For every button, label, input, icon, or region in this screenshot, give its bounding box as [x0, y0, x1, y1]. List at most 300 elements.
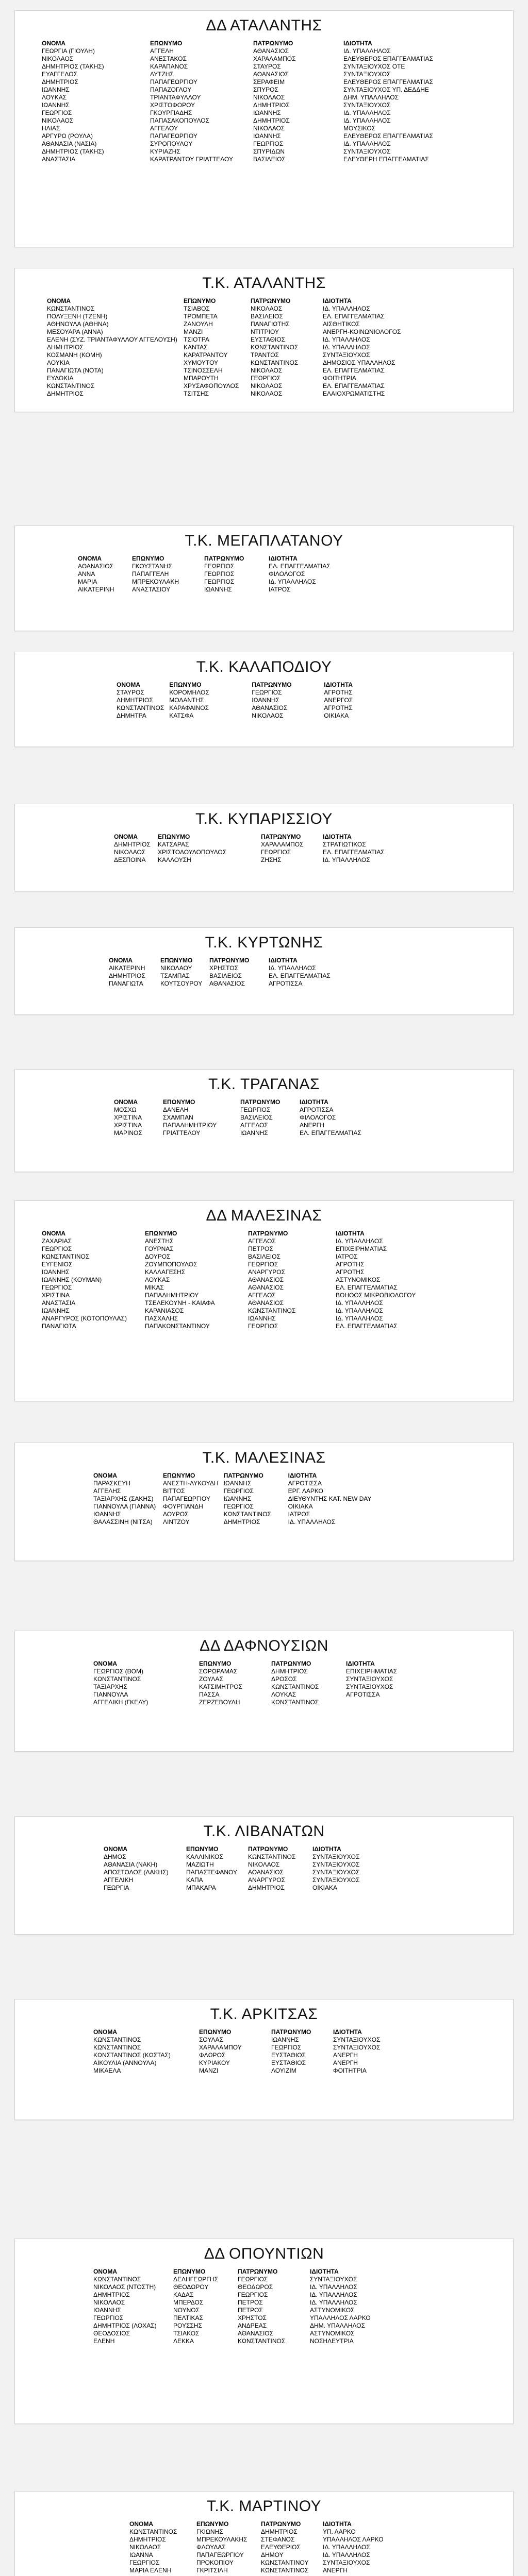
last-name-header: ΕΠΩΝΥΜΟ: [163, 1472, 195, 1479]
father-name-header: ΠΑΤΡΩΝΥΜΟ: [240, 1098, 280, 1106]
table-row: [93, 1518, 391, 1526]
father-name: ΣΤΑΥΡΟΣ: [253, 63, 281, 70]
occupation: ΙΔ. ΥΠΑΛΛΗΛΟΣ: [310, 2299, 357, 2306]
table-row: [129, 2567, 426, 2574]
first-name: ΤΑΞΙΑΡΧΗΣ: [93, 1683, 127, 1690]
table-row: [42, 1253, 454, 1261]
occupation: ΙΔ. ΥΠΑΛΛΗΛΟΣ: [310, 2283, 357, 2291]
first-name: ΙΩΑΝΝΗΣ: [42, 86, 70, 93]
first-name: ΑΝΝΑ: [78, 570, 95, 578]
first-name: ΙΩΑΝΝΗΣ (ΚΟΥΜΑΝ): [42, 1276, 102, 1283]
father-name: ΓΕΩΡΓΙΟΣ: [238, 2276, 268, 2283]
last-name: ΜΠΕΡΔΟΣ: [173, 2299, 204, 2306]
father-name: ΣΕΡΑΦΕΙΜ: [253, 78, 285, 86]
first-name-header: ΟΝΟΜΑ: [114, 833, 138, 840]
first-name: ΠΟΛΥΞΕΝΗ (ΤΖΕΝΗ): [47, 313, 108, 320]
father-name: ΝΙΚΟΛΑΟΣ: [251, 390, 283, 397]
section-8: [14, 1443, 514, 1561]
occupation: ΝΟΣΗΛΕΥΤΡΙΑ: [310, 2337, 354, 2345]
occupation: ΑΓΡΟΤΙΣΣΑ: [300, 1106, 334, 1113]
section-title: Τ.Κ. ΤΡΑΓΑΝΑΣ: [208, 1076, 320, 1093]
occupation-header: ΙΔΙΟΤΗΤΑ: [343, 40, 372, 47]
table-row: [114, 1106, 403, 1114]
occupation-header: ΙΔΙΟΤΗΤΑ: [310, 2268, 339, 2275]
father-name: ΓΕΩΡΓΙΟΣ: [253, 140, 284, 147]
last-name-header: ΕΠΩΝΥΜΟ: [150, 40, 183, 47]
header-row: [93, 2028, 436, 2036]
section-title: ΔΔ ΟΠΟΥΝΤΙΩΝ: [204, 2245, 324, 2262]
occupation: ΑΣΤΥΝΟΜΙΚΟΣ: [336, 1276, 381, 1283]
father-name: ΝΙΚΟΛΑΟΣ: [252, 712, 284, 719]
occupation: ΔΙΕΥΘΥΝΤΗΣ ΚΑΤ. NEW DAY: [288, 1495, 372, 1502]
last-name: ΠΑΠΑΓΕΩΡΓΙΟΥ: [150, 132, 197, 140]
table-row: [129, 2528, 426, 2536]
last-name: ΜΙΚΑΣ: [145, 1284, 164, 1291]
last-name: ΚΑΤΣΑΡΑΣ: [158, 841, 189, 848]
occupation: ΣΥΝΤΑΞΙΟΥΧΟΣ: [343, 101, 391, 109]
last-name: ΑΝΕΣΤΗ-ΛΥΚΟΥΔΗ: [163, 1480, 219, 1487]
last-name: ΚΑΡΑΤΡΑΝΤΟΥ: [184, 351, 228, 359]
occupation: ΙΔ. ΥΠΑΛΛΗΛΟΣ: [323, 2551, 370, 2558]
father-name: ΛΟΥΙΖΙΜ: [271, 2067, 296, 2074]
first-name: ΑΘΑΝΑΣΙΑ (ΝΑΣΙΑ): [42, 140, 97, 147]
first-name: ΙΩΑΝΝΑ: [129, 2551, 153, 2558]
father-name: ΕΥΣΤΑΘΙΟΣ: [251, 336, 286, 343]
father-name: ΚΩΝΣΤΑΝΤΙΝΟΣ: [223, 1511, 271, 1518]
last-name: ΤΣΕΛΕΚΟΥΝΗ - ΚΑΙΑΦΑ: [145, 1299, 215, 1307]
first-name: ΧΡΙΣΤΙΝΑ: [42, 1292, 70, 1299]
first-name-header: ΟΝΟΜΑ: [93, 1660, 117, 1667]
occupation: ΟΙΚΙΑΚΑ: [288, 1503, 313, 1510]
table-row: [42, 101, 462, 109]
last-name: ΚΟΡΟΜΗΛΟΣ: [169, 689, 209, 696]
header-row: [114, 1098, 403, 1106]
father-name: ΣΤΕΦΑΝΟΣ: [261, 2536, 295, 2543]
last-name: ΜΠΡΕΚΟΥΛΑΚΗ: [132, 578, 179, 585]
section-2: [14, 526, 514, 631]
header-row: [42, 40, 462, 47]
father-name: ΣΠΥΡΙΔΩΝ: [253, 148, 285, 155]
table-row: [93, 1511, 391, 1518]
last-name: ΠΑΣΣΑ: [199, 1691, 220, 1698]
table-row: [42, 132, 462, 140]
last-name: ΧΑΡΑΛΑΜΠΟΥ: [199, 2044, 242, 2051]
table-row: [93, 2314, 413, 2322]
table-row: [93, 2291, 413, 2299]
last-name: ΣΥΡΟΠΟΥΛΟΥ: [150, 140, 193, 147]
father-name: ΔΗΜΗΤΡΙΟΣ: [248, 1884, 285, 1891]
last-name: ΠΑΠΑΚΩΝΣΤΑΝΤΙΝΟΥ: [145, 1323, 210, 1330]
last-name: ΜΑΖΙΩΤΗ: [186, 1861, 214, 1868]
table-row: [47, 390, 441, 398]
occupation: ΕΛ. ΕΠΑΓΓΕΛΜΑΤΙΑΣ: [323, 313, 385, 320]
father-name: ΧΑΡΑΛΑΜΠΟΣ: [253, 55, 296, 62]
last-name: ΚΑΔΑΣ: [173, 2291, 194, 2298]
first-name: ΚΩΝΣΤΑΝΤΙΝΟΣ (ΚΩΣΤΑΣ): [93, 2052, 171, 2059]
occupation: ΙΑΤΡΟΣ: [288, 1511, 310, 1518]
section-title: Τ.Κ. ΚΥΡΤΩΝΗΣ: [205, 934, 323, 951]
occupation-header: ΙΔΙΟΤΗΤΑ: [333, 2028, 362, 2036]
first-name: ΑΝΑΡΓΥΡΟΣ (ΚΟΤΟΠΟΥΛΑΣ): [42, 1315, 127, 1322]
section-0: [14, 10, 514, 247]
last-name-header: ΕΠΩΝΥΜΟ: [173, 2268, 206, 2275]
roster-table: [42, 1230, 454, 1330]
occupation: ΜΟΥΣΙΚΟΣ: [343, 125, 376, 132]
first-name: ΓΕΩΡΓΙΟΣ: [129, 2559, 160, 2566]
occupation: ΑΝΕΡΓΟΣ: [324, 697, 353, 704]
first-name: ΔΗΜΗΤΡΙΟΣ: [109, 972, 145, 979]
father-name: ΓΕΩΡΓΙΟΣ: [238, 2291, 268, 2298]
occupation: ΔΗΜ. ΥΠΑΛΛΗΛΟΣ: [343, 94, 399, 101]
father-name: ΑΘΑΝΑΣΙΟΣ: [253, 71, 289, 78]
father-name-header: ΠΑΤΡΩΝΥΜΟ: [248, 1845, 288, 1853]
father-name: ΝΙΚΟΛΑΟΣ: [248, 1861, 280, 1868]
last-name: ΖΟΥΜΠΟΠΟΥΛΟΣ: [145, 1261, 197, 1268]
occupation: ΕΛ. ΕΠΑΓΓΕΛΜΑΤΙΑΣ: [336, 1284, 398, 1291]
table-row: [104, 1853, 416, 1861]
last-name: ΣΟΡΩΡΑΜΑΣ: [199, 1668, 238, 1675]
first-name: ΕΛΕΝΗ: [93, 2337, 115, 2345]
father-name: ΑΘΑΝΑΣΙΟΣ: [209, 980, 245, 987]
table-row: [93, 2052, 436, 2059]
first-name: ΑΙΚΟΥΛΙΑ (ΑΝΝΟΥΛΑ): [93, 2059, 157, 2066]
first-name: ΝΙΚΟΛΑΟΣ: [93, 2299, 125, 2306]
father-name: ΑΓΓΕΛΟΣ: [240, 1122, 268, 1129]
first-name: ΠΑΝΑΓΙΩΤΑ (ΝΟΤΑ): [47, 367, 104, 374]
table-row: [47, 313, 441, 320]
last-name: ΠΡΟΚΟΠΙΟΥ: [196, 2559, 234, 2566]
last-name-header: ΕΠΩΝΥΜΟ: [199, 1660, 232, 1667]
first-name-header: ΟΝΟΜΑ: [93, 1472, 117, 1479]
occupation: ΑΓΡΟΤΗΣ: [324, 704, 353, 711]
occupation: ΦΟΙΤΗΤΡΙΑ: [333, 2067, 367, 2074]
father-name: ΙΩΑΝΝΗΣ: [248, 1315, 276, 1322]
last-name: ΧΡΙΣΤΟΔΟΥΛΟΠΟΥΛΟΣ: [158, 849, 227, 856]
table-row: [47, 351, 441, 359]
roster-table: [104, 1845, 416, 1892]
roster-table: [129, 2520, 426, 2574]
table-row: [93, 2283, 413, 2291]
father-name: ΒΑΣΙΛΕΙΟΣ: [253, 156, 286, 163]
father-name: ΚΩΝΣΤΑΝΤΙΝΟΥ: [261, 2559, 309, 2566]
table-row: [117, 697, 427, 704]
first-name: ΙΩΑΝΝΗΣ: [42, 101, 70, 109]
occupation: ΦΙΛΟΛΟΓΟΣ: [300, 1114, 336, 1121]
header-row: [104, 1845, 416, 1853]
occupation-header: ΙΔΙΟΤΗΤΑ: [346, 1660, 375, 1667]
occupation-header: ΙΔΙΟΤΗΤΑ: [324, 681, 353, 688]
table-row: [93, 2322, 413, 2330]
occupation: ΙΔ. ΥΠΑΛΛΗΛΟΣ: [336, 1238, 383, 1245]
last-name-header: ΕΠΩΝΥΜΟ: [196, 2520, 229, 2528]
table-row: [93, 1691, 449, 1699]
occupation: ΦΙΛΟΛΟΓΟΣ: [269, 570, 305, 578]
table-row: [42, 71, 462, 78]
last-name: ΜΠΑΚΑΡΑ: [186, 1884, 216, 1891]
father-name: ΔΗΜΗΤΡΙΟΣ: [253, 101, 290, 109]
last-name: ΠΕΛΤΙΚΑΣ: [173, 2314, 203, 2321]
occupation: ΣΥΝΤΑΞΙΟΥΧΟΣ: [346, 1683, 393, 1690]
occupation: ΟΙΚΙΑΚΑ: [312, 1884, 338, 1891]
last-name: ΣΧΑΜΠΑΝ: [163, 1114, 193, 1121]
father-name: ΝΙΚΟΛΑΟΣ: [251, 382, 283, 389]
last-name: ΜΑΝΖΙ: [199, 2067, 219, 2074]
father-name: ΝΙΚΟΛΑΟΣ: [251, 367, 283, 374]
last-name: ΤΣΙΝΟΣΣΕΛΗ: [184, 367, 223, 374]
first-name: ΘΕΟΔΟΣΙΟΣ: [93, 2330, 130, 2337]
occupation: ΙΔ. ΥΠΑΛΛΗΛΟΣ: [343, 47, 391, 55]
last-name: ΚΟΥΤΣΟΥΡΟΥ: [160, 980, 203, 987]
father-name: ΓΕΩΡΓΙΟΣ: [204, 578, 235, 585]
last-name: ΓΚΟΥΡΓΙΑΔΗΣ: [150, 109, 192, 116]
occupation-header: ΙΔΙΟΤΗΤΑ: [300, 1098, 328, 1106]
first-name: ΠΑΝΑΓΙΩΤΑ: [42, 1323, 76, 1330]
occupation: ΑΓΡΟΤΗΣ: [336, 1268, 365, 1276]
father-name: ΖΗΣΗΣ: [261, 856, 282, 863]
occupation: ΕΠΙΧΕΙΡΗΜΑΤΙΑΣ: [336, 1245, 387, 1252]
table-row: [42, 1245, 454, 1253]
father-name: ΙΩΑΝΝΗΣ: [253, 109, 281, 116]
occupation-header: ΙΔΙΟΤΗΤΑ: [312, 1845, 341, 1853]
occupation: ΙΔ. ΥΠΑΛΛΗΛΟΣ: [269, 964, 316, 972]
table-row: [42, 1261, 454, 1268]
first-name: ΧΡΙΣΤΙΝΑ: [114, 1122, 142, 1129]
father-name: ΝΙΚΟΛΑΟΣ: [251, 305, 283, 312]
table-row: [93, 1503, 391, 1511]
first-name: ΑΘΑΝΑΣΙΟΣ: [78, 563, 114, 570]
occupation-header: ΙΔΙΟΤΗΤΑ: [336, 1230, 365, 1237]
occupation-header: ΙΔΙΟΤΗΤΑ: [269, 957, 298, 964]
table-row: [109, 972, 372, 980]
father-name: ΓΕΩΡΓΙΟΣ: [204, 563, 235, 570]
occupation: ΙΔ. ΥΠΑΛΛΗΛΟΣ: [336, 1315, 383, 1322]
father-name-header: ΠΑΤΡΩΝΥΜΟ: [252, 681, 292, 688]
roster-table: [93, 2268, 413, 2345]
table-row: [114, 1114, 403, 1122]
father-name-header: ΠΑΤΡΩΝΥΜΟ: [261, 833, 301, 840]
last-name: ΚΑΡΑΦΑΙΝΟΣ: [169, 704, 209, 711]
father-name: ΑΘΑΝΑΣΙΟΣ: [248, 1284, 284, 1291]
header-row: [114, 833, 426, 841]
father-name: ΙΩΑΝΝΗΣ: [204, 586, 232, 593]
last-name-header: ΕΠΩΝΥΜΟ: [163, 1098, 195, 1106]
header-row: [109, 957, 372, 964]
table-row: [42, 117, 462, 125]
father-name: ΔΗΜΗΤΡΙΟΣ: [223, 1518, 260, 1526]
last-name: ΖΕΡΖΕΒΟΥΛΗ: [199, 1699, 240, 1706]
last-name: ΚΑΡΑΤΡΑΝΤΟΥ ΓΡΙΑΤΤΕΛΟΥ: [150, 156, 233, 163]
first-name: ΝΙΚΟΛΑΟΣ: [42, 55, 74, 62]
occupation: ΙΔ. ΥΠΑΛΛΗΛΟΣ: [343, 109, 391, 116]
roster-table: [78, 555, 372, 594]
father-name-header: ΠΑΤΡΩΝΥΜΟ: [223, 1472, 263, 1479]
first-name: ΝΙΚΟΛΑΟΣ: [42, 117, 74, 124]
father-name: ΑΘΑΝΑΣΙΟΣ: [253, 47, 289, 55]
father-name: ΑΝΑΡΓΥΡΟΣ: [248, 1876, 286, 1884]
occupation: ΣΥΝΤΑΞΙΟΥΧΟΣ: [310, 2276, 357, 2283]
last-name: ΤΣΑΜΠΑΣ: [160, 972, 190, 979]
occupation: ΕΛ. ΕΠΑΓΓΕΛΜΑΤΙΑΣ: [269, 563, 331, 570]
father-name-header: ΠΑΤΡΩΝΥΜΟ: [209, 957, 250, 964]
table-row: [42, 1238, 454, 1245]
section-3: [14, 652, 514, 747]
table-row: [93, 2299, 413, 2307]
table-row: [93, 1495, 391, 1503]
first-name: ΚΩΝΣΤΑΝΤΙΝΟΣ: [47, 305, 95, 312]
father-name: ΚΩΝΣΤΑΝΤΙΝΟΣ: [271, 1683, 319, 1690]
father-name: ΛΟΥΚΑΣ: [271, 1691, 296, 1698]
father-name: ΒΑΣΙΛΕΙΟΣ: [240, 1114, 273, 1121]
table-row: [42, 1299, 454, 1307]
last-name: ΚΑΤΣΦΑ: [169, 712, 194, 719]
father-name: ΕΥΣΤΑΘΙΟΣ: [271, 2059, 306, 2066]
section-13: [14, 2491, 514, 2576]
last-name: ΖΟΥΛΑΣ: [199, 1675, 223, 1683]
occupation: ΕΛ. ΕΠΑΓΓΕΛΜΑΤΙΑΣ: [323, 849, 385, 856]
table-row: [93, 1668, 449, 1675]
table-row: [78, 563, 372, 570]
last-name-header: ΕΠΩΝΥΜΟ: [186, 1845, 219, 1853]
occupation: ΣΥΝΤΑΞΙΟΥΧΟΣ: [333, 2036, 381, 2043]
last-name-header: ΕΠΩΝΥΜΟ: [132, 555, 164, 562]
table-row: [117, 712, 427, 720]
first-name: ΚΩΝΣΤΑΝΤΙΝΟΣ: [93, 2276, 141, 2283]
father-name-header: ΠΑΤΡΩΝΥΜΟ: [271, 2028, 311, 2036]
occupation: ΕΛ. ΕΠΑΓΓΕΛΜΑΤΙΑΣ: [323, 367, 385, 374]
father-name-header: ΠΑΤΡΩΝΥΜΟ: [204, 555, 244, 562]
first-name-header: ΟΝΟΜΑ: [104, 1845, 127, 1853]
table-row: [114, 841, 426, 849]
occupation: ΑΓΡΟΤΙΣΣΑ: [288, 1480, 322, 1487]
last-name-header: ΕΠΩΝΥΜΟ: [158, 833, 190, 840]
first-name: ΧΡΙΣΤΙΝΑ: [114, 1114, 142, 1121]
last-name: ΡΟΥΣΣΗΣ: [173, 2322, 202, 2329]
first-name: ΖΑΧΑΡΙΑΣ: [42, 1238, 72, 1245]
roster-table: [93, 1472, 391, 1526]
table-row: [78, 578, 372, 586]
first-name: ΜΑΡΙΝΟΣ: [114, 1129, 142, 1137]
last-name: ΚΑΡΑΠΑΝΟΣ: [150, 63, 188, 70]
first-name: ΜΑΡΙΑ: [78, 578, 97, 585]
first-name: ΙΩΑΝΝΗΣ: [93, 1511, 121, 1518]
father-name: ΧΡΗΣΤΟΣ: [209, 964, 238, 972]
last-name: ΘΕΟΔΩΡΟΥ: [173, 2283, 209, 2291]
section-5: [14, 927, 514, 1015]
last-name: ΚΑΡΑΝΙΑΣΟΣ: [145, 1307, 184, 1314]
last-name: ΚΑΛΛΑΓΕΣΗΣ: [145, 1268, 186, 1276]
first-name: ΙΩΑΝΝΗΣ: [42, 1268, 70, 1276]
table-row: [104, 1861, 416, 1869]
occupation: ΣΥΝΤΑΞΙΟΥΧΟΣ ΟΤΕ: [343, 63, 405, 70]
occupation-header: ΙΔΙΟΤΗΤΑ: [323, 2520, 352, 2528]
father-name: ΝΙΚΟΛΑΟΣ: [253, 94, 285, 101]
last-name: ΚΥΡΙΑΖΗΣ: [150, 148, 180, 155]
table-row: [42, 94, 462, 101]
occupation: ΑΝΕΡΓΗ: [300, 1122, 324, 1129]
father-name: ΑΘΑΝΑΣΙΟΣ: [238, 2330, 274, 2337]
father-name: ΑΘΑΝΑΣΙΟΣ: [248, 1276, 284, 1283]
father-name: ΓΕΩΡΓΙΟΣ: [223, 1487, 254, 1495]
table-row: [42, 78, 462, 86]
father-name: ΕΛΕΥΘΕΡΙΟΣ: [261, 2544, 301, 2551]
father-name: ΝΙΚΟΛΑΟΣ: [253, 125, 285, 132]
last-name: ΝΟΥΝΟΣ: [173, 2307, 200, 2314]
first-name: ΔΗΜΗΤΡΑ: [117, 712, 146, 719]
table-row: [42, 125, 462, 132]
occupation: ΣΤΡΑΤΙΩΤΙΚΟΣ: [323, 841, 366, 848]
last-name: ΓΡΙΑΤΤΕΛΟΥ: [163, 1129, 201, 1137]
last-name: ΛΙΝΤΖΟΥ: [163, 1518, 190, 1526]
table-row: [93, 2307, 413, 2314]
occupation: ΕΛΕΥΘΕΡΟΣ ΕΠΑΓΓΕΛΜΑΤΙΑΣ: [343, 55, 433, 62]
section-title: ΔΔ ΔΑΦΝΟΥΣΙΩΝ: [200, 1637, 328, 1654]
occupation: ΙΔ. ΥΠΑΛΛΗΛΟΣ: [336, 1307, 383, 1314]
occupation: ΑΙΣΘΗΤΙΚΟΣ: [323, 320, 360, 328]
last-name: ΚΑΛΛΙΝΙΚΟΣ: [186, 1853, 223, 1860]
last-name: ΠΑΠΑΣΤΕΦΑΝΟΥ: [186, 1869, 237, 1876]
first-name: ΑΘΑΝΑΣΙΑ (ΝΑΚΗ): [104, 1861, 158, 1868]
father-name: ΕΥΣΤΑΘΙΟΣ: [271, 2052, 306, 2059]
father-name: ΓΕΩΡΓΙΟΣ: [248, 1261, 278, 1268]
first-name: ΗΛΙΑΣ: [42, 125, 60, 132]
first-name: ΓΕΩΡΓΙΟΣ: [42, 1284, 72, 1291]
section-9: [14, 1631, 514, 1752]
first-name: ΕΥΓΕΝΙΟΣ: [42, 1261, 73, 1268]
last-name: ΦΛΟΥΔΑΣ: [196, 2544, 226, 2551]
occupation-header: ΙΔΙΟΤΗΤΑ: [269, 555, 298, 562]
table-row: [93, 2067, 436, 2075]
roster-table: [109, 957, 372, 988]
father-name: ΙΩΑΝΝΗΣ: [240, 1129, 268, 1137]
first-name: ΑΝΑΣΤΑΣΙΑ: [42, 156, 76, 163]
table-row: [93, 1487, 391, 1495]
table-row: [78, 570, 372, 578]
last-name: ΧΥΜΟΥΤΟΥ: [184, 359, 219, 366]
roster-table: [114, 833, 426, 864]
last-name: ΠΑΠΑΔΗΜΗΤΡΙΟΥ: [145, 1292, 199, 1299]
father-name: ΠΑΝΑΓΙΩΤΗΣ: [251, 320, 290, 328]
first-name: ΑΘΗΝΟΥΛΑ (ΑΘΗΝΑ): [47, 320, 109, 328]
table-row: [114, 1122, 403, 1129]
father-name: ΙΩΑΝΝΗΣ: [223, 1495, 252, 1502]
occupation: ΕΛΕΥΘΕΡΟΣ ΕΠΑΓΓΕΛΜΑΤΙΑΣ: [343, 132, 433, 140]
last-name: ΖΑΝΟΥΛΗ: [184, 320, 213, 328]
father-name: ΓΕΩΡΓΙΟΣ: [204, 570, 235, 578]
table-row: [47, 359, 441, 367]
section-title: Τ.Κ. ΚΥΠΑΡΙΣΣΙΟΥ: [195, 810, 333, 827]
father-name: ΤΡΑΝΤΟΣ: [251, 351, 279, 359]
last-name: ΜΑΝΖΙ: [184, 328, 203, 335]
table-row: [42, 1323, 454, 1330]
last-name: ΔΟΥΡΟΣ: [145, 1253, 171, 1260]
last-name: ΤΡΟΜΠΕΤΑ: [184, 313, 218, 320]
first-name-header: ΟΝΟΜΑ: [78, 555, 102, 562]
father-name-header: ΠΑΤΡΩΝΥΜΟ: [271, 1660, 311, 1667]
first-name: ΓΕΩΡΓΙΟΣ: [42, 1245, 72, 1252]
last-name: ΚΑΤΣΙΜΗΤΡΟΣ: [199, 1683, 242, 1690]
father-name: ΓΕΩΡΓΙΟΣ: [223, 1503, 254, 1510]
last-name: ΧΡΙΣΤΟΦΟΡΟΥ: [150, 101, 195, 109]
last-name: ΒΙΤΤΟΣ: [163, 1487, 185, 1495]
first-name: ΑΓΓΕΛΙΚΗ: [104, 1876, 134, 1884]
table-row: [129, 2544, 426, 2551]
section-title: Τ.Κ. ΑΤΑΛΑΝΤΗΣ: [202, 275, 326, 292]
occupation: ΕΛ. ΕΠΑΓΓΕΛΜΑΤΙΑΣ: [323, 382, 385, 389]
last-name: ΦΟΥΡΓΙΑΝΔΗ: [163, 1503, 203, 1510]
table-row: [42, 86, 462, 94]
last-name: ΛΕΚΚΑ: [173, 2337, 194, 2345]
first-name: ΔΗΜΗΤΡΙΟΣ: [47, 390, 84, 397]
